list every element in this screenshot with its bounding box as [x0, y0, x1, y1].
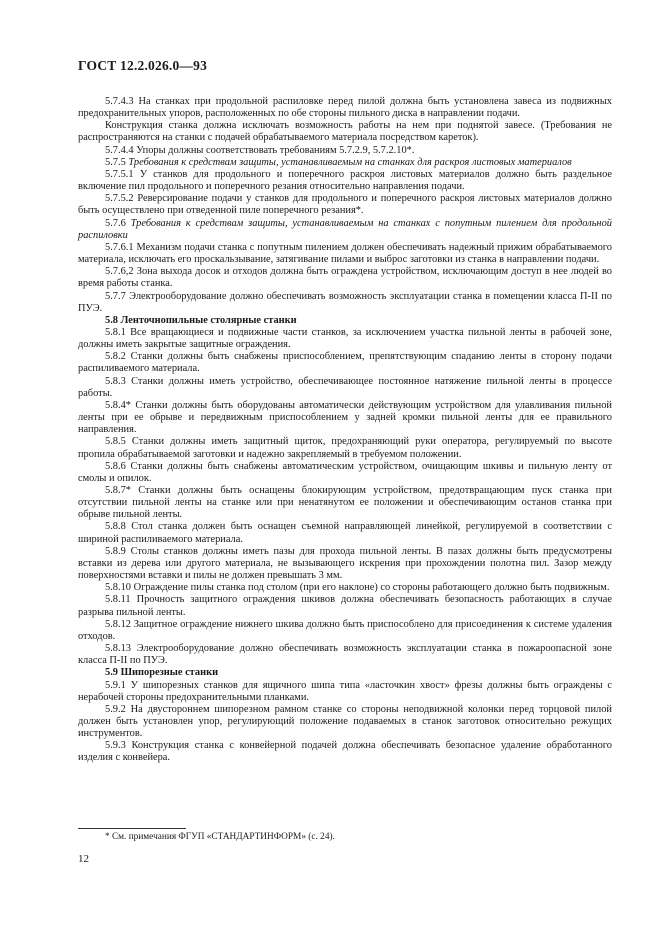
paragraph-text: Требования к средствам защиты, устанавливаемым на станках с попутным пилением для продольной распиловки	[78, 217, 612, 241]
paragraph-text: Станки должны быть снабжены автоматическим устройством, очищающим шкивы и пильную ленту от смолы и опилок.	[78, 460, 612, 484]
clause-number: 5.7.6.1	[105, 241, 134, 253]
clause-number: 5.7.5	[105, 156, 126, 168]
clause-number: 5.8.7*	[105, 485, 131, 496]
paragraph-text: Конструкция станка с конвейерной подачей должна обеспечивать безопасное удаление обработанного изделия с конвейера.	[78, 740, 612, 764]
clause-number: 5.7.5.1	[105, 168, 134, 180]
clause-number: 5.8.6	[105, 460, 126, 472]
paragraph-text: Станки должны иметь защитный щиток, предохраняющий руки оператора, регулируемый по высоте пропила обрабатываемой заготовки и надежно закрепляемый в требуемом положении.	[78, 436, 612, 460]
clause-number: 5.8.10	[105, 582, 131, 594]
clause-number: 5.8.1	[105, 326, 126, 338]
paragraph	[78, 291, 612, 315]
paragraph	[78, 120, 612, 144]
paragraph	[78, 704, 612, 740]
clause-number: 5.7.5.2	[105, 193, 134, 205]
paragraph	[78, 461, 612, 485]
paragraph	[78, 96, 612, 120]
paragraph	[78, 169, 612, 193]
clause-number: 5.7.6,2	[105, 266, 134, 278]
paragraph-text: Зона выхода досок и отходов должна быть ограждена устройством, исключающим доступ в нее людей во время работы станка.	[78, 266, 612, 290]
paragraph-text: Механизм подачи станка с попутным пилением должен обеспечивать надежный прижим обрабатываемого материала, исключать его проскальзывание, затягивание пилами и выброс заготовки из станка в направлении подачи.	[78, 241, 612, 266]
clause-number: 5.8.11	[105, 594, 131, 606]
paragraph	[78, 680, 612, 704]
paragraph-text: Электрооборудование должно обеспечивать возможность эксплуатации станка в пожароопасной зоне класса П-II по ПУЭ.	[78, 643, 612, 667]
clause-number: 5.7.4.4	[105, 144, 134, 156]
footnote-separator	[78, 828, 186, 829]
clause-number: 5.7.7	[105, 290, 126, 302]
clause-number: 5.8.12	[105, 618, 131, 630]
clause-number: 5.8.13	[105, 643, 131, 655]
paragraph	[78, 157, 612, 169]
paragraph	[78, 145, 612, 157]
clause-number: 5.9	[105, 667, 118, 679]
paragraph	[78, 266, 612, 290]
clause-number: 5.8.2	[105, 351, 126, 363]
clause-number: 5.9.2	[105, 703, 126, 715]
paragraph	[78, 740, 612, 764]
paragraph	[78, 521, 612, 545]
paragraph	[78, 594, 612, 618]
clause-number: 5.8	[105, 314, 118, 326]
paragraph	[78, 376, 612, 400]
clause-number: 5.8.4*	[105, 399, 131, 411]
paragraph-text: Реверсирование подачи у станков для продольного и поперечного раскроя листовых материалов должно быть осуществлено при отведенной пиле поперечного резания*.	[78, 193, 612, 217]
paragraph	[78, 400, 612, 436]
clause-number: 5.9.3	[105, 740, 126, 752]
clause-number: 5.7.6	[105, 217, 126, 229]
paragraph-text: Защитное ограждение нижнего шкива должно быть приспособлено для присоединения к системе удаления отходов.	[78, 618, 612, 642]
page-number: 12	[78, 853, 89, 865]
paragraph-text: На двустороннем шипорезном рамном станке со стороны неподвижной колонки перед торцовой пилой должен быть установлен упор, регулирующий положение подаваемых в станок заготовок относительно режущих инструментов.	[78, 703, 612, 740]
clause-number: 5.8.3	[105, 375, 126, 387]
paragraph-text: Станки должны быть снабжены приспособлением, препятствующим спаданию ленты в сторону подачи распиливаемого материала.	[78, 351, 612, 375]
paragraph-text: На станках при продольной распиловке перед пилой должна быть установлена завеса из подвижных предохранительных упоров, расположенных по обе стороны пильного диска в направлении подачи.	[78, 96, 612, 120]
clause-number: 5.9.1	[105, 679, 126, 691]
clause-number: 5.8.5	[105, 436, 126, 448]
paragraph	[78, 315, 612, 327]
paragraph	[78, 582, 612, 594]
footnote: * См. примечания ФГУП «СТАНДАРТИНФОРМ» (с. 24).	[105, 832, 335, 842]
paragraph-text: Шипорезные станки	[120, 667, 219, 679]
paragraph-text: Прочность защитного ограждения шкивов должна обеспечивать безопасность работающих в случае разрыва пильной ленты.	[78, 594, 612, 618]
paragraph-text: Стол станка должен быть оснащен съемной направляющей линейкой, регулируемой в соответствии с шириной распиливаемого материала.	[78, 521, 612, 545]
paragraph	[78, 619, 612, 643]
paragraph	[78, 218, 612, 242]
paragraph-text: Конструкция станка должна исключать возможность работы на нем при поднятой завесе. (Требования не распространяются на станки с подачей обрабатываемого материала посредством кареток).	[78, 120, 612, 144]
paragraph	[78, 485, 612, 521]
document-body	[78, 96, 612, 765]
paragraph-text: Упоры должны соответствовать требованиям 5.7.2.9, 5.7.2.10*.	[136, 144, 415, 156]
paragraph-text: Станки должны быть оснащены блокирующим устройством, предотвращающим пуск станка при отсутствии пильной ленты на станке или при ненатянутом ее положении и обеспечивающим останов станка при обрыве пильной ленты.	[78, 485, 612, 521]
paragraph-text: Ограждение пилы станка под столом (при его наклоне) со стороны работающего должно быть подвижным.	[133, 582, 610, 594]
paragraph	[78, 436, 612, 460]
paragraph	[78, 546, 612, 582]
paragraph-text: Станки должны быть оборудованы автоматически действующим устройством для улавливания пильной ленты при ее обрыве и передвижным приспособлением у задней кромки пильной ленты для ее правильного направления.	[78, 399, 612, 436]
paragraph	[78, 351, 612, 375]
paragraph	[78, 193, 612, 217]
paragraph-text: У станков для продольного и поперечного раскроя листовых материалов должно быть раздельное включение пил продольного и поперечного резания относительно направления подачи.	[78, 168, 612, 193]
paragraph	[78, 242, 612, 266]
clause-number: 5.8.9	[105, 545, 126, 557]
paragraph	[78, 667, 612, 679]
paragraph-text: Все вращающиеся и подвижные части станков, за исключением участка пильной ленты в рабочей зоне, должны иметь закрытые защитные ограждения.	[78, 326, 612, 351]
paragraph-text: Электрооборудование должно обеспечивать возможность эксплуатации станка в помещении класса П-II по ПУЭ.	[78, 290, 612, 314]
paragraph	[78, 643, 612, 667]
paragraph-text: У шипорезных станков для ящичного шипа типа «ласточкин хвост» фрезы должны быть ограждены с нерабочей стороны предохранительными планками.	[78, 679, 612, 703]
document-header: ГОСТ 12.2.026.0—93	[78, 58, 208, 73]
paragraph-text: Ленточнопильные столярные станки	[120, 314, 297, 326]
clause-number: 5.7.4.3	[105, 96, 134, 107]
paragraph-text: Столы станков должны иметь пазы для прохода пильной ленты. В пазах должны быть предусмотрены вставки из дерева или другого материала, не вызывающего искрения при прохождении полотна пил. Зазор между поверхностями вставки и пилы не должен превышать 3 мм.	[78, 545, 612, 582]
paragraph-text: Станки должны иметь устройство, обеспечивающее постоянное натяжение пильной ленты в процессе работы.	[78, 375, 612, 399]
paragraph-text: Требования к средствам защиты, устанавливаемым на станках для раскроя листовых материалов	[128, 156, 572, 168]
clause-number: 5.8.8	[105, 521, 126, 533]
paragraph	[78, 327, 612, 351]
